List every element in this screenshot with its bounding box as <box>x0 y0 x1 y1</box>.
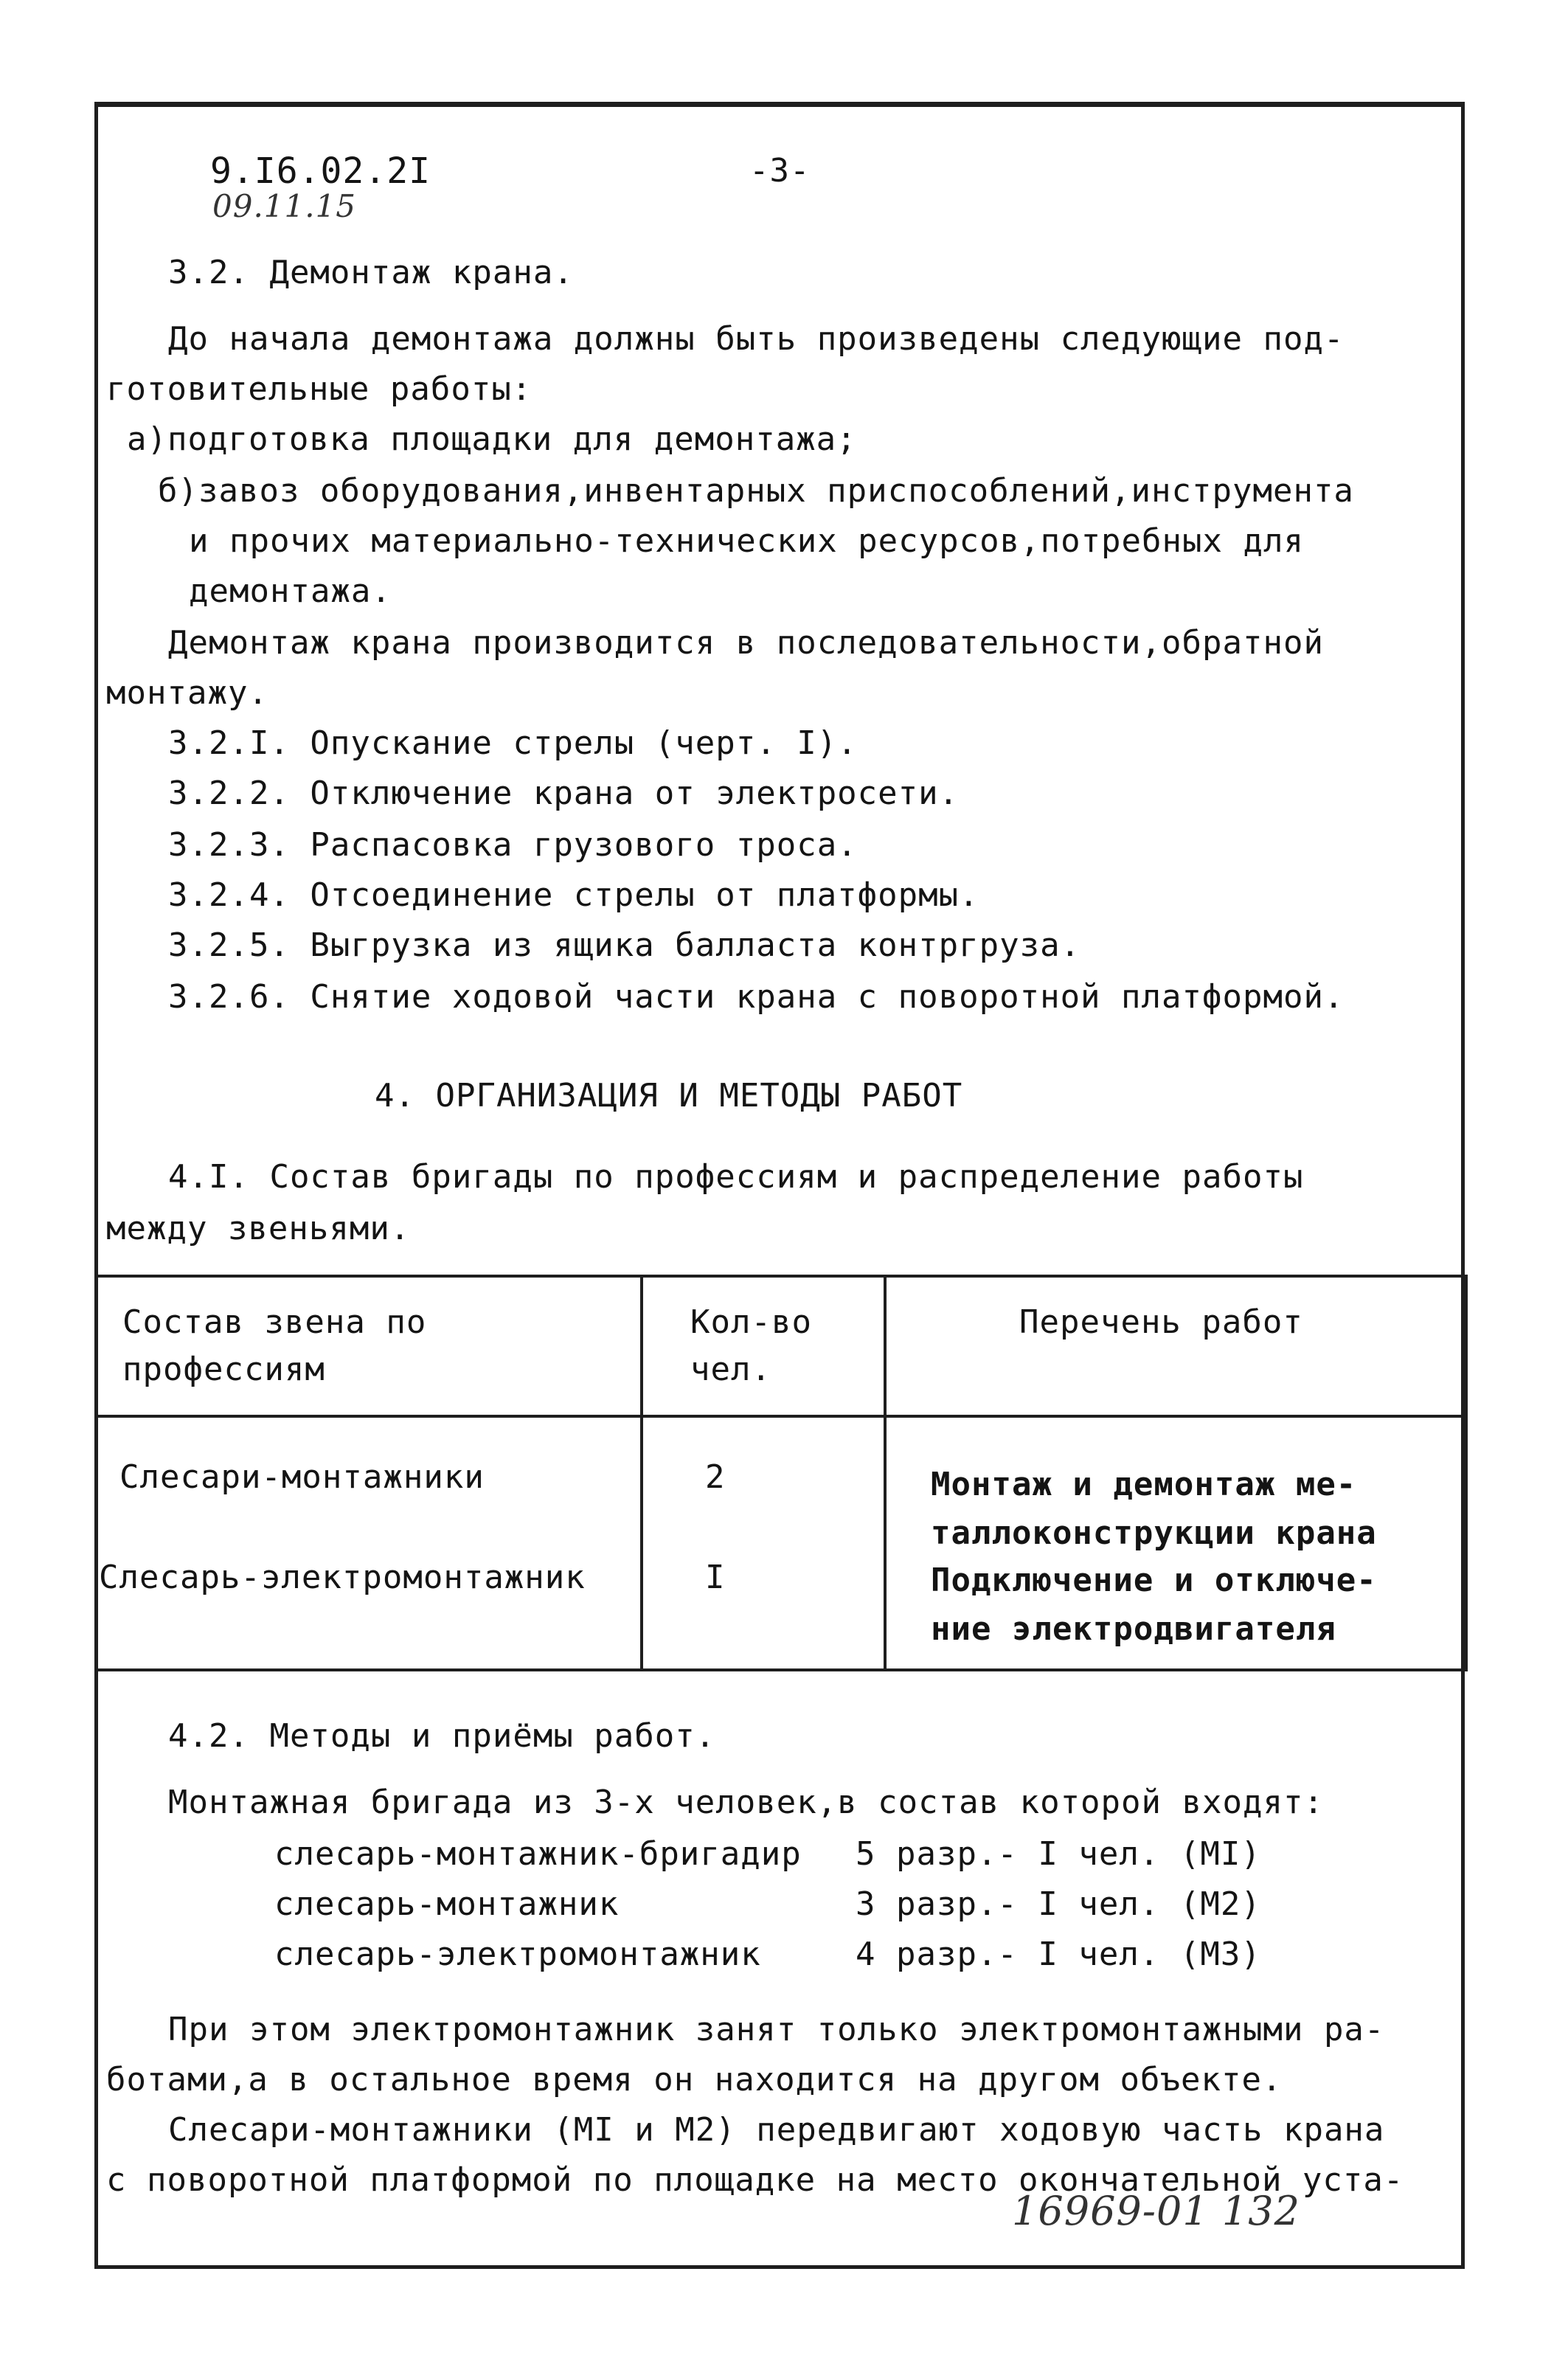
subsection-4-1-title: 4.I. Состав бригады по профессиям и распределение работы <box>168 1158 1304 1196</box>
section-4-title: 4. ОРГАНИЗАЦИЯ И МЕТОДЫ РАБОТ <box>375 1077 963 1115</box>
row-2-work: Подключение и отключе- <box>931 1562 1377 1599</box>
page-number: -3- <box>749 152 811 190</box>
paragraph-line: с поворотной платформой по площадке на место окончательной уста- <box>106 2161 1404 2199</box>
section-3-2-title: 3.2. Демонтаж крана. <box>168 254 574 291</box>
step-3-2-6: 3.2.6. Снятие ходовой части крана с поворотной платформой. <box>168 978 1345 1016</box>
header-count-continued: чел. <box>690 1351 771 1388</box>
paragraph-line: ботами,а в остальное время он находится на другом объекте. <box>106 2061 1283 2099</box>
paragraph-line: Слесари-монтажники (МI и М2) передвигают ходовую часть крана <box>168 2111 1385 2149</box>
row-2-profession: Слесарь-электромонтажник <box>99 1559 586 1596</box>
list-item-b-continued: демонтажа. <box>189 572 392 610</box>
document-code: 9.I6.02.2I <box>210 150 431 192</box>
row-2-work-continued: ние электродвигателя <box>931 1610 1336 1648</box>
brigade-composition: Монтажная бригада из 3-х человек,в состав которой входят: <box>168 1784 1324 1821</box>
table-header-row <box>96 1276 1466 1416</box>
list-item-b-continued: и прочих материально-технических ресурсов,потребных для <box>189 522 1304 560</box>
paragraph-line: До начала демонтажа должны быть произведены следующие под- <box>168 320 1345 358</box>
step-3-2-2: 3.2.2. Отключение крана от электросети. <box>168 774 960 812</box>
table-header-cell <box>885 1276 1466 1416</box>
member-role: слесарь-электромонтажник <box>274 1936 761 1973</box>
member-grade: 4 разр.- I чел. (М3) <box>856 1936 1261 1973</box>
table-header-cell <box>96 1276 642 1416</box>
subsection-4-1-title-continued: между звеньями. <box>106 1210 411 1247</box>
member-role: слесарь-монтажник <box>274 1885 620 1923</box>
step-3-2-3: 3.2.3. Распасовка грузового троса. <box>168 826 858 864</box>
step-3-2-4: 3.2.4. Отсоединение стрелы от платформы. <box>168 876 979 914</box>
step-3-2-1: 3.2.I. Опускание стрелы (черт. I). <box>168 724 858 762</box>
row-1-work-continued: таллоконструкции крана <box>931 1514 1377 1552</box>
table-cell-works <box>885 1416 1466 1670</box>
header-profession-continued: профессиям <box>122 1351 325 1388</box>
member-grade: 3 разр.- I чел. (М2) <box>856 1885 1261 1923</box>
table-header-cell <box>642 1276 885 1416</box>
row-2-count: I <box>705 1559 726 1596</box>
member-role: слесарь-монтажник-бригадир <box>274 1835 802 1873</box>
header-count: Кол-во <box>690 1303 812 1341</box>
list-item-a: а)подготовка площадки для демонтажа; <box>127 420 857 458</box>
subsection-4-2-title: 4.2. Методы и приёмы работ. <box>168 1717 716 1755</box>
row-1-work: Монтаж и демонтаж ме- <box>931 1466 1357 1503</box>
brigade-table <box>94 1275 1468 1671</box>
paragraph-line: монтажу. <box>106 674 268 712</box>
row-1-count: 2 <box>705 1458 726 1496</box>
table-body-row <box>96 1416 1466 1670</box>
step-3-2-5: 3.2.5. Выгрузка из ящика балласта контргруза. <box>168 926 1081 964</box>
list-item-b: б)завоз оборудования,инвентарных приспособлений,инструмента <box>158 472 1354 510</box>
header-work-list: Перечень работ <box>1019 1303 1303 1341</box>
member-grade: 5 разр.- I чел. (МI) <box>856 1835 1261 1873</box>
handwritten-archive-number: 16969-01 132 <box>1012 2188 1300 2234</box>
header-profession: Состав звена по <box>122 1303 427 1341</box>
row-1-profession: Слесари-монтажники <box>119 1458 485 1496</box>
paragraph-line: готовительные работы: <box>106 370 533 408</box>
paragraph-line: Демонтаж крана производится в последовательности,обратной <box>168 624 1324 662</box>
table-cell-counts <box>642 1416 885 1670</box>
table-cell-professions <box>96 1416 642 1670</box>
paragraph-line: При этом электромонтажник занят только электромонтажными ра- <box>168 2011 1385 2048</box>
handwritten-date: 09.11.15 <box>212 188 357 224</box>
